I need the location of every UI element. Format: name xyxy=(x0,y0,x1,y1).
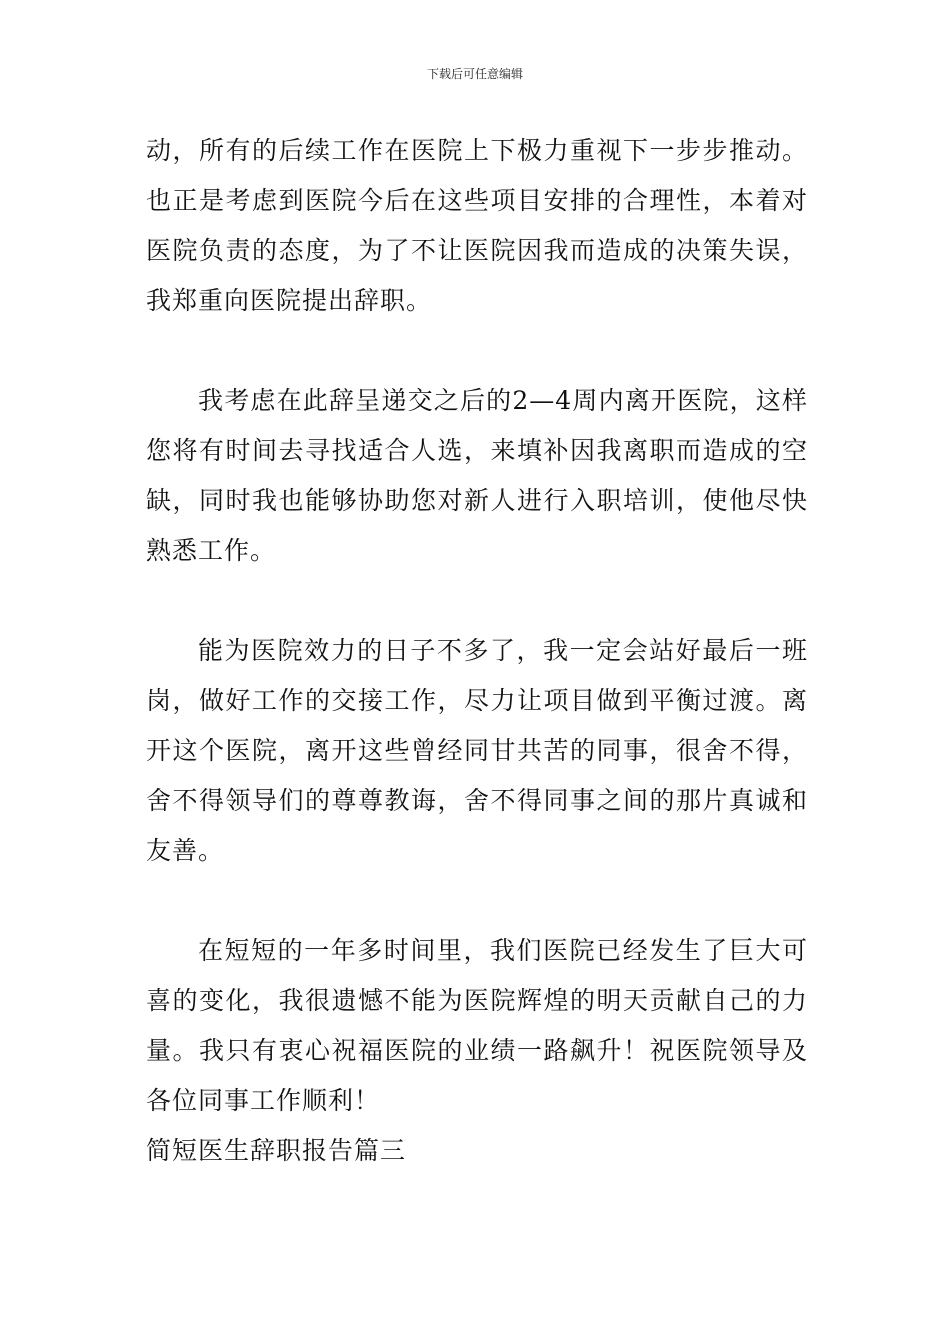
paragraph-3: 能为医院效力的日子不多了，我一定会站好最后一班岗，做好工作的交接工作，尽力让项目做到平衡过渡。离开这个医院，离开这些曾经同甘共苦的同事，很舍不得，舍不得领导们的尊尊教诲，舍不得同事之间的那片真诚和友善。 xyxy=(146,636,808,865)
paragraph-gap xyxy=(146,576,808,626)
paragraph-gap xyxy=(146,326,808,376)
paragraph-gap xyxy=(146,876,808,926)
document-body xyxy=(146,126,808,1176)
paragraph-1: 动，所有的后续工作在医院上下极力重视下一步步推动。也正是考虑到医院今后在这些项目安排的合理性，本着对医院负责的态度，为了不让医院因我而造成的决策失误，我郑重向医院提出辞职。 xyxy=(146,136,808,315)
paragraph-4: 在短短的一年多时间里，我们医院已经发生了巨大可喜的变化，我很遗憾不能为医院辉煌的明天贡献自己的力量。我只有衷心祝福医院的业绩一路飙升！祝医院领导及各位同事工作顺利！ xyxy=(146,936,808,1115)
page-header-note: 下载后可任意编辑 xyxy=(426,67,523,81)
paragraph-2: 我考虑在此辞呈递交之后的2—4周内离开医院，这样您将有时间去寻找适合人选，来填补因我离职而造成的空缺，同时我也能够协助您对新人进行入职培训，使他尽快熟悉工作。 xyxy=(146,386,808,565)
section-heading: 简短医生辞职报告篇三 xyxy=(146,1136,407,1165)
